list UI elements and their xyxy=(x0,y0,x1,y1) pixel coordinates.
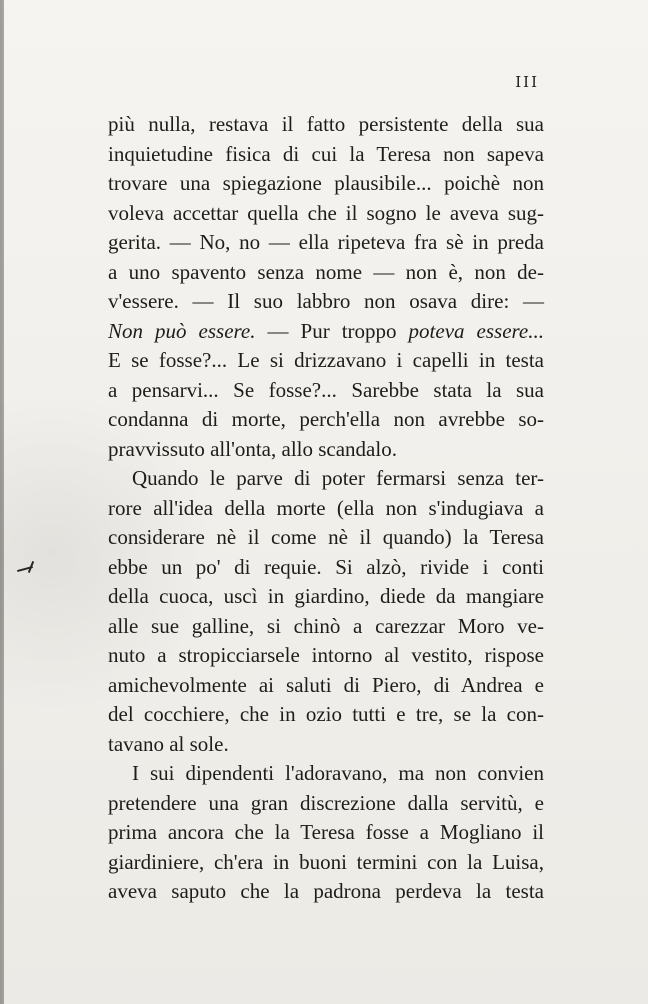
italic-phrase: poteva essere... xyxy=(408,318,544,343)
text-line: del cocchiere, che in ozio tutti e tre, se la con- xyxy=(108,702,544,726)
italic-phrase: Non può essere. xyxy=(108,318,256,343)
text-line: alle sue galline, si chinò a carezzar Moro ve- xyxy=(108,613,544,638)
text-line: trovare una spiegazione plausibile... poichè non xyxy=(108,171,544,195)
text-line: giardiniere, ch'era in buoni termini con la Luisa, xyxy=(108,849,544,874)
text-line: rore all'idea della morte (ella non s'indugiava a xyxy=(108,495,544,520)
text-line: aveva saputo che la padrona perdeva la testa xyxy=(108,879,544,903)
page-edge-shadow xyxy=(0,0,4,1004)
margin-mark xyxy=(14,560,38,578)
text-line: voleva accettar quella che il sogno le aveva sug- xyxy=(108,200,544,225)
text-line: della cuoca, uscì in giardino, diede da mangiare xyxy=(108,584,544,608)
text-line: amichevolmente ai saluti di Piero, di Andrea e xyxy=(108,672,544,697)
text-line: v'essere. — Il suo labbro non osava dire: — xyxy=(108,289,544,313)
text-line-italic-mixed: Non può essere. — Pur troppo poteva essere... xyxy=(108,318,544,343)
page-number: III xyxy=(515,73,539,91)
text-line: pravvissuto all'onta, allo scandalo. xyxy=(108,436,397,461)
text-line: tavano al sole. xyxy=(108,731,229,756)
text-line: inquietudine fisica di cui la Teresa non sapeva xyxy=(108,141,544,166)
text-line: considerare nè il come nè il quando) la Teresa xyxy=(108,525,544,549)
text-line: nuto a stropicciarsele intorno al vestito, rispose xyxy=(108,643,544,667)
text-line: a pensarvi... Se fosse?... Sarebbe stata la sua xyxy=(108,377,544,402)
text-line: pretendere una gran discrezione dalla servitù, e xyxy=(108,790,544,815)
text-line: I sui dipendenti l'adoravano, ma non convien xyxy=(132,761,544,785)
text-line: prima ancora che la Teresa fosse a Mogliano il xyxy=(108,820,544,844)
text-line: condanna di morte, perch'ella non avrebbe so- xyxy=(108,407,544,431)
text-line: più nulla, restava il fatto persistente della sua xyxy=(108,112,544,136)
text-line: a uno spavento senza nome — non è, non de- xyxy=(108,259,544,284)
text-line: E se fosse?... Le si drizzavano i capelli in testa xyxy=(108,348,544,372)
text-line: Quando le parve di poter fermarsi senza ter- xyxy=(132,466,544,490)
text-line: gerita. — No, no — ella ripeteva fra sè in preda xyxy=(108,230,544,254)
text-line: ebbe un po' di requie. Si alzò, rivide i conti xyxy=(108,554,544,579)
body-text xyxy=(108,110,544,907)
